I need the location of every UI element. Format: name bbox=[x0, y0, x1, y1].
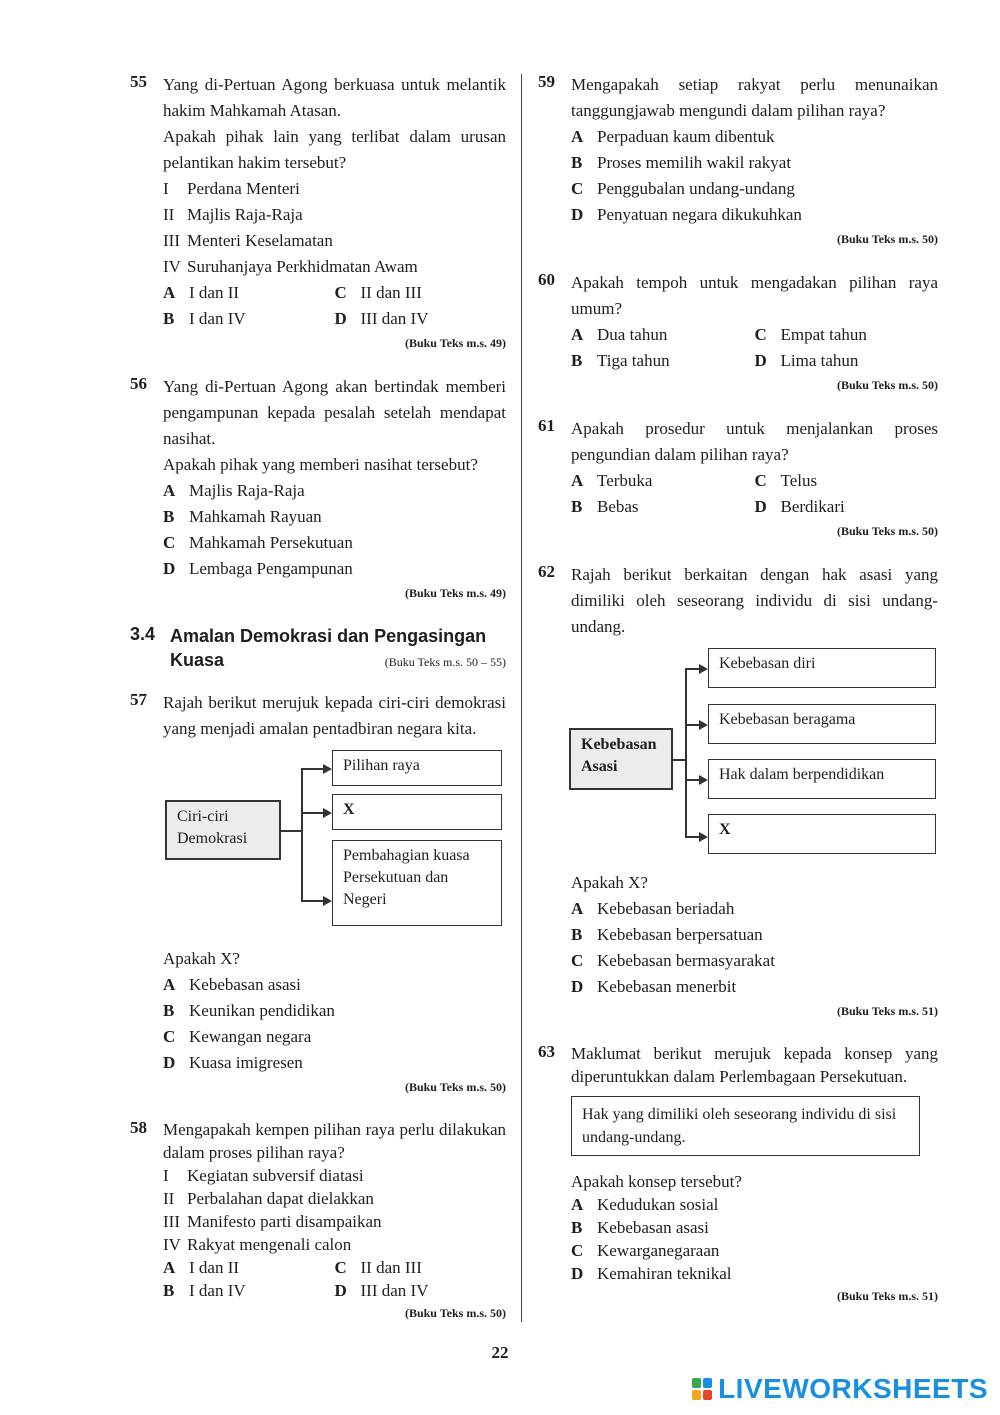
answer-option-c[interactable]: C Kewarganegaraan bbox=[571, 1241, 720, 1260]
answer-option-b[interactable]: B Mahkamah Rayuan bbox=[163, 507, 322, 526]
roman-item: II Perbalahan dapat dielakkan bbox=[163, 1189, 374, 1208]
answer-option-d[interactable]: D Lembaga Pengampunan bbox=[163, 559, 353, 578]
question-stem: Mengapakah setiap rakyat perlu menunaikan tanggungjawab mengundi dalam pilihan raya? bbox=[571, 75, 938, 120]
question-55 bbox=[130, 72, 506, 352]
diagram-target-box: Pilihan raya bbox=[332, 750, 502, 786]
left-column bbox=[130, 72, 506, 1344]
answer-option-c[interactable]: C Empat tahun bbox=[754, 325, 867, 344]
answer-option-c[interactable]: C II dan III bbox=[334, 1258, 422, 1277]
right-column bbox=[538, 72, 938, 1327]
question-number: 60 bbox=[538, 270, 555, 289]
answer-option-c[interactable]: C Kebebasan bermasyarakat bbox=[571, 951, 775, 970]
question-stem: Rajah berikut merujuk kepada ciri-ciri demokrasi yang menjadi amalan pentadbiran negara kita. bbox=[163, 693, 506, 738]
answer-option-d[interactable]: D Kuasa imigresen bbox=[163, 1053, 303, 1072]
answer-option-d[interactable]: D Kemahiran teknikal bbox=[571, 1264, 732, 1283]
diagram-target-x: X bbox=[332, 794, 502, 830]
section-number: 3.4 bbox=[130, 624, 156, 644]
question-number: 58 bbox=[130, 1118, 147, 1137]
answer-option-a[interactable]: A Terbuka bbox=[571, 471, 653, 490]
textbook-reference: (Buku Teks m.s. 50) bbox=[836, 524, 938, 538]
liveworksheets-logo-icon bbox=[692, 1378, 712, 1400]
answer-option-c[interactable]: C Mahkamah Persekutuan bbox=[163, 533, 353, 552]
answer-option-d[interactable]: D Kebebasan menerbit bbox=[571, 977, 737, 996]
roman-item: IV Suruhanjaya Perkhidmatan Awam bbox=[163, 257, 418, 276]
basic-freedom-diagram bbox=[569, 648, 938, 856]
question-number: 56 bbox=[130, 374, 147, 393]
logo-square bbox=[703, 1390, 712, 1400]
answer-option-c[interactable]: C Penggubalan undang-undang bbox=[571, 179, 795, 198]
diagram-source-box: Ciri-ciri Demokrasi bbox=[165, 800, 281, 860]
question-59 bbox=[538, 72, 938, 248]
answer-option-c[interactable]: C II dan III bbox=[334, 283, 422, 302]
answer-option-b[interactable]: B Bebas bbox=[571, 497, 639, 516]
roman-item: III Manifesto parti disampaikan bbox=[163, 1212, 382, 1231]
logo-square bbox=[692, 1378, 701, 1388]
section-title: Amalan Demokrasi dan Pengasingan Kuasa bbox=[170, 626, 487, 670]
question-number: 62 bbox=[538, 562, 555, 581]
answer-option-d[interactable]: D Berdikari bbox=[754, 497, 845, 516]
answer-option-b[interactable]: B I dan IV bbox=[163, 1281, 246, 1300]
question-prompt: Apakah konsep tersebut? bbox=[571, 1172, 742, 1191]
diagram-source-box: Kebebasan Asasi bbox=[569, 728, 673, 790]
liveworksheets-watermark bbox=[692, 1373, 988, 1405]
watermark-text: LIVEWORKSHEETS bbox=[718, 1373, 988, 1404]
question-stem: Yang di-Pertuan Agong akan bertindak memberi pengampunan kepada pesalah setelah mendapat nasihat. bbox=[163, 377, 506, 448]
question-61 bbox=[538, 416, 938, 540]
question-number: 55 bbox=[130, 72, 147, 91]
question-58 bbox=[130, 1118, 506, 1322]
question-stem: Apakah prosedur untuk menjalankan proses pengundian dalam pilihan raya? bbox=[571, 419, 938, 464]
textbook-reference: (Buku Teks m.s. 51) bbox=[836, 1289, 938, 1303]
info-box: Hak yang dimiliki oleh seseorang individu di sisi undang-undang. bbox=[571, 1096, 920, 1156]
answer-option-b[interactable]: B Keunikan pendidikan bbox=[163, 1001, 335, 1020]
question-stem: Maklumat berikut merujuk kepada konsep yang diperuntukkan dalam Perlembagaan Persekutuan. bbox=[571, 1044, 938, 1086]
answer-option-d[interactable]: D III dan IV bbox=[334, 1281, 429, 1300]
answer-option-b[interactable]: B Proses memilih wakil rakyat bbox=[571, 153, 792, 172]
answer-option-a[interactable]: A I dan II bbox=[163, 1258, 240, 1277]
answer-option-b[interactable]: B Tiga tahun bbox=[571, 351, 670, 370]
column-divider bbox=[521, 74, 522, 1322]
question-prompt: Apakah X? bbox=[163, 949, 240, 968]
question-stem: Rajah berikut berkaitan dengan hak asasi yang dimiliki oleh seseorang individu di sisi undang-undang. bbox=[571, 565, 938, 636]
textbook-reference: (Buku Teks m.s. 50) bbox=[836, 378, 938, 392]
textbook-reference: (Buku Teks m.s. 49) bbox=[404, 586, 506, 600]
answer-option-c[interactable]: C Telus bbox=[754, 471, 818, 490]
question-prompt: Apakah pihak lain yang terlibat dalam urusan pelantikan hakim tersebut? bbox=[163, 127, 506, 172]
page-number: 22 bbox=[491, 1343, 509, 1362]
answer-option-a[interactable]: A Kebebasan beriadah bbox=[571, 899, 735, 918]
diagram-target-box: Kebebasan diri bbox=[708, 648, 936, 688]
diagram-target-box: Kebebasan beragama bbox=[708, 704, 936, 744]
answer-option-c[interactable]: C Kewangan negara bbox=[163, 1027, 312, 1046]
question-number: 59 bbox=[538, 72, 555, 91]
roman-item: II Majlis Raja-Raja bbox=[163, 205, 303, 224]
question-63 bbox=[538, 1042, 938, 1305]
answer-option-a[interactable]: A Perpaduan kaum dibentuk bbox=[571, 127, 775, 146]
question-stem: Apakah tempoh untuk mengadakan pilihan raya umum? bbox=[571, 273, 938, 318]
section-heading bbox=[130, 624, 506, 672]
diagram-target-box: Hak dalam berpendidikan bbox=[708, 759, 936, 799]
answer-option-b[interactable]: B I dan IV bbox=[163, 309, 246, 328]
question-number: 63 bbox=[538, 1042, 555, 1061]
answer-option-d[interactable]: D Lima tahun bbox=[754, 351, 859, 370]
question-stem: Yang di-Pertuan Agong berkuasa untuk melantik hakim Mahkamah Atasan. bbox=[163, 75, 506, 120]
answer-option-a[interactable]: A Majlis Raja-Raja bbox=[163, 481, 305, 500]
roman-item: I Kegiatan subversif diatasi bbox=[163, 1166, 364, 1185]
answer-option-d[interactable]: D III dan IV bbox=[334, 309, 429, 328]
textbook-reference: (Buku Teks m.s. 50) bbox=[836, 232, 938, 246]
question-prompt: Apakah pihak yang memberi nasihat tersebut? bbox=[163, 455, 478, 474]
textbook-reference: (Buku Teks m.s. 50) bbox=[404, 1080, 506, 1094]
section-reference: (Buku Teks m.s. 50 – 55) bbox=[384, 655, 506, 669]
roman-item: IV Rakyat mengenali calon bbox=[163, 1235, 352, 1254]
question-prompt: Apakah X? bbox=[571, 873, 648, 892]
question-number: 61 bbox=[538, 416, 555, 435]
answer-option-b[interactable]: B Kebebasan asasi bbox=[571, 1218, 709, 1237]
question-60 bbox=[538, 270, 938, 394]
question-number: 57 bbox=[130, 690, 147, 709]
question-62 bbox=[538, 562, 938, 1020]
answer-option-d[interactable]: D Penyatuan negara dikukuhkan bbox=[571, 205, 802, 224]
question-stem: Mengapakah kempen pilihan raya perlu dilakukan dalam proses pilihan raya? bbox=[163, 1120, 506, 1162]
textbook-reference: (Buku Teks m.s. 49) bbox=[404, 336, 506, 350]
answer-option-a[interactable]: A Dua tahun bbox=[571, 325, 668, 344]
question-56 bbox=[130, 374, 506, 602]
diagram-target-x: X bbox=[708, 814, 936, 854]
answer-option-b[interactable]: B Kebebasan berpersatuan bbox=[571, 925, 763, 944]
textbook-reference: (Buku Teks m.s. 50) bbox=[404, 1306, 506, 1320]
roman-item: III Menteri Keselamatan bbox=[163, 231, 333, 250]
diagram-target-box: Pembahagian kuasa Persekutuan dan Negeri bbox=[332, 840, 502, 926]
logo-square bbox=[703, 1378, 712, 1388]
answer-option-a[interactable]: A Kebebasan asasi bbox=[163, 975, 301, 994]
answer-option-a[interactable]: A Kedudukan sosial bbox=[571, 1195, 719, 1214]
logo-square bbox=[692, 1390, 701, 1400]
question-57 bbox=[130, 690, 506, 1096]
democracy-diagram bbox=[163, 750, 506, 932]
answer-option-a[interactable]: A I dan II bbox=[163, 283, 240, 302]
textbook-reference: (Buku Teks m.s. 51) bbox=[836, 1004, 938, 1018]
roman-item: I Perdana Menteri bbox=[163, 179, 300, 198]
